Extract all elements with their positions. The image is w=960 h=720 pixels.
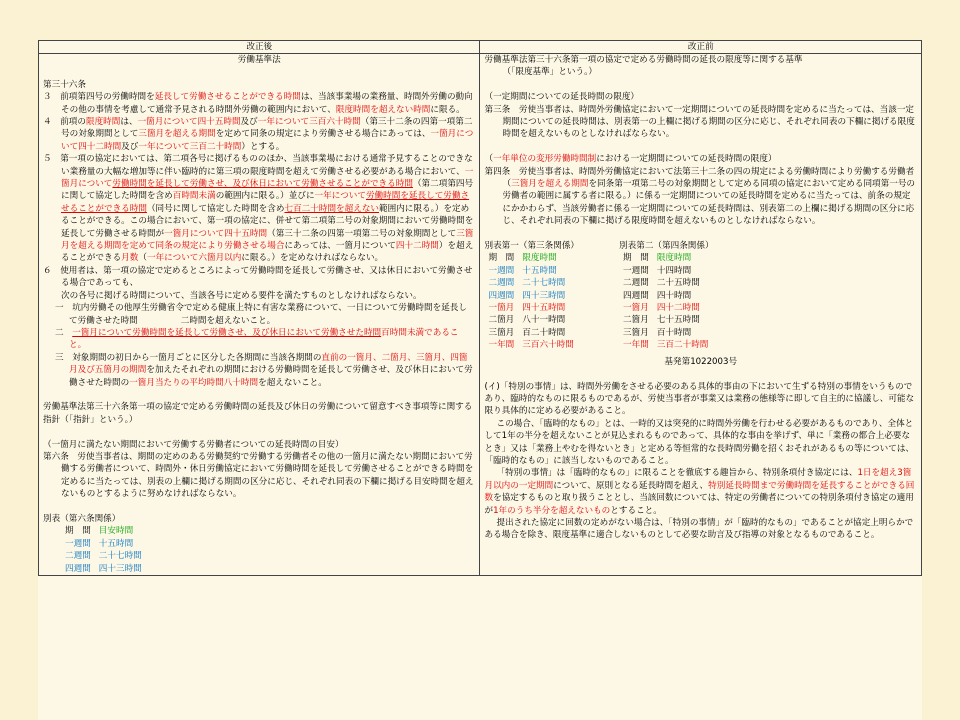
comparison-sheet: [38, 40, 922, 720]
table-row: 四週間 四十三時間: [488, 290, 566, 301]
notice-paragraph-1: (イ)「特別の事情」は、時間外労働をさせる必要のある具体的事由の下において生ずる特別の事情をいうものであり、臨時的なものに限るものであるが、労使当事者が事業又は業務の態様等に即して自主的に協議し、可能な限り具体的に定める必要があること。: [484, 381, 915, 417]
table-row: 一週間 十五時間: [488, 265, 557, 276]
table-row: 二箇月 七十五時間: [623, 315, 700, 326]
table-row: 二週間 二十七時間: [488, 278, 566, 289]
appendix-caption: 別表（第六条関係）: [43, 513, 121, 524]
header-before: 改正前: [480, 41, 922, 54]
table-row: 一週間 十五時間: [65, 538, 134, 549]
before-column: [480, 54, 922, 576]
article-6-heading: （一箇月に満たない期間において労働する労働者についての延長時間の目安）: [43, 439, 344, 450]
comparison-table: [38, 40, 922, 576]
after-column: [39, 54, 480, 576]
appendix-1-caption: 別表第一（第三条関係）: [484, 241, 580, 252]
article-heading: 第三十六条: [43, 79, 86, 90]
appendix-2: [619, 240, 714, 352]
table-row: 一箇月 四十二時間: [623, 303, 700, 314]
table-row: 一週間 十四時間: [623, 265, 692, 276]
table-row: 二箇月 八十一時間: [488, 315, 566, 326]
table-row: 四週間 四十時間: [623, 290, 692, 301]
paragraph-4: ４ 前項の限度時間は、一箇月について四十五時間及び一年について三百六十時間（第三十二条の四第一項第二号の対象期間として三箇月を超える期間を定めて同条の規定により労働させる場合にあっては、一箇月について四十二時間及び一年について三百二十時間）とする。: [43, 117, 474, 152]
guideline-title: 労働基準法第三十六条第一項の協定で定める労働時間の延長及び休日の労働について留意すべき事項等に関する指針（「指針」という。）: [43, 402, 473, 425]
paragraph-5: ５ 第一項の協定においては、第二項各号に掲げるもののほか、当該事業場における通常予見することのできない業務量の大幅な増加等に伴い臨時的に第三項の限度時間を超えて労働させる必要がある場合において、一箇月について労働時間を延長して労働させ、及び休日において労働させることができる時間（第二項第四号に関して協定した時間を含め百時間未満の範囲内に限る。）並びに一年について労働時間を延長して労働させることができる時間（同号に関して協定した時間を含め七百二十時間を超えない範囲内に限る。）を定めることができる。この場合において、第一項の協定に、併せて第二項第二号の対象期間において労働時間を延長して労働させる時間が一箇月について四十五時間（第三十二条の四第一項第二号の対象期間として三箇月を超える期間を定めて同条の規定により労働させる場合にあっては、一箇月について四十二時間）を超えることができる月数（一年について六箇月以内に限る。）を定めなければならない。: [43, 154, 474, 264]
table-row: 二週間 二十七時間: [65, 551, 142, 562]
table-row: 二週間 二十五時間: [623, 278, 700, 289]
table-head-target: 目安時間: [98, 526, 134, 537]
notice-paragraph-2: この場合、「臨時的なもの」とは、一時的又は突発的に時間外労働を行わせる必要があるものであり、全体として1年の半分を超えないことが見込まれるものであって、具体的な事由を挙げず、単に「業務の都合上必要なとき」又は「業務上やむを得ないとき」と定める等恒常的な長時間労働を招くおそれがあるもの等については、「臨時的なもの」に該当しないものであること。: [484, 418, 915, 466]
table-row: 一箇月 四十五時間: [488, 303, 566, 314]
table-row: 四週間 四十三時間: [65, 563, 142, 574]
old-standard-title: 労働基準法第三十六条第一項の協定で定める労働時間の延長の限度等に関する基準 （「限度基準」という。）: [484, 55, 803, 78]
appendix-1: [484, 240, 579, 352]
notice-paragraph-4: 提出された協定に回数の定めがない場合は、「特別の事情」が「臨時的なもの」であることが協定上明らかである場合を除き、限度基準に適合しないものとして必要な助言及び指導の対象となるものであること。: [484, 517, 914, 541]
limit-tables: [484, 240, 917, 352]
appendix-2-caption: 別表第二（第四条関係）: [619, 241, 714, 252]
notice-paragraph-3: 「特別の事情」は「臨時的なもの」に限ることを徹底する趣旨から、特別条項付き協定には、1日を超え3箇月以内の一定期間について、原則となる延長時間を超え、特別延長時間まで労働時間を延長することができる回数を協定するものと取り扱うこととし、当該回数については、特定の労働者についての特別条項付き協定の適用が1年のうち半分を超えないものとすること。: [484, 468, 915, 516]
notice-number: 基発第1022003号: [664, 356, 738, 367]
header-after: 改正後: [39, 41, 480, 54]
table-row: 一年間 三百二十時間: [623, 340, 709, 351]
table-row: 三箇月 百二十時間: [488, 327, 566, 338]
table-row: 一年間 三百六十時間: [488, 340, 574, 351]
paragraph-6-item-3: 三 対象期間の初日から一箇月ごとに区分した各期間に当該各期間の直前の一箇月、二箇月、三箇月、四箇月及び五箇月の期間を加えたそれぞれの期間における労働時間を延長して労働させ、及び休日において労働させた時間の一箇月当たりの平均時間八十時間を超えないこと。: [55, 352, 473, 388]
article-6: 第六条 労使当事者は、期間の定めのある労働契約で労働する労働者その他の一箇月に満たない期間において労働する労働者について、時間外・休日労働協定において労働時間を延長して労働させることができる時間を定めるに当たっては、別表の上欄に掲げる期間の区分に応じ、それぞれ同表の下欄に掲げる目安時間を超えないものとするように努めなければならない。: [43, 451, 474, 500]
paragraph-6: ６ 使用者は、第一項の協定で定めるところによって労働時間を延長して労働させ、又は休日において労働させる場合であっても、 次の各号に掲げる時間について、当該各号に定める要件を満たすものとしなければならない。: [43, 265, 473, 301]
limit-table-2: 期 間 限度時間 一週間 十四時間 二週間 二十五時間 四週間 四十時間 一箇月 四十二時間 二箇月 七十五時間 三箇月 百十時間 一年間 三百二十時間: [619, 252, 712, 351]
target-hours-table: [61, 525, 146, 575]
article-4: 第四条 労使当事者は、時間外労働協定において法第三十二条の四の規定による労働時間により労働する労働者（三箇月を超える期間を同条第一項第二号の対象期間として定める同項の協定において定める同項第一号の労働者の範囲に属する者に限る。）に係る一定期間についての延長時間を定めるに当たっては、前条の規定にかかわらず、当該労働者に係る一定期間についての延長時間は、別表第二の上欄に掲げる期間の区分に応じ、それぞれ同表の下欄に掲げる限度時間を超えないものとしなければならない。: [484, 166, 916, 227]
article-3: 第三条 労使当事者は、時間外労働協定において一定期間についての延長時間を定めるに当たっては、当該一定期間についての延長時間は、別表第一の上欄に掲げる期間の区分に応じ、それぞれ同表の下欄に掲げる限度時間を超えないものとしなければならない。: [484, 104, 915, 140]
paragraph-6-item-2: 二 一箇月について労働時間を延長して労働させ、及び休日において労働させた時間百時間未満であること。: [55, 327, 459, 351]
paragraph-6-item-1: 一 坑内労働その他厚生労働省令で定める健康上特に有害な業務について、一日について労働時間を延長して労働させた時間 二時間を超えないこと。: [55, 303, 467, 326]
article-3-heading: （一定期間についての延長時間の限度）: [484, 92, 640, 103]
table-row: 三箇月 百十時間: [623, 327, 692, 338]
paragraph-3: ３ 前項第四号の労働時間を延長して労働させることができる時間は、当該事業場の業務量、時間外労働の動向その他の事情を考慮して通常予見される時間外労働の範囲内において、限度時間を超えない時間に限る。: [43, 92, 473, 115]
article-4-heading: （一年単位の変形労働時間制における一定期間についての延長時間の限度）: [484, 154, 777, 165]
law-title: 労働基準法: [237, 55, 281, 65]
limit-table-1: 期 間 限度時間 一週間 十五時間 二週間 二十七時間 四週間 四十三時間 一箇月 四十五時間 二箇月 八十一時間 三箇月 百二十時間 一年間 三百六十時間: [484, 252, 577, 351]
table-head-period: 期 間: [65, 526, 91, 537]
